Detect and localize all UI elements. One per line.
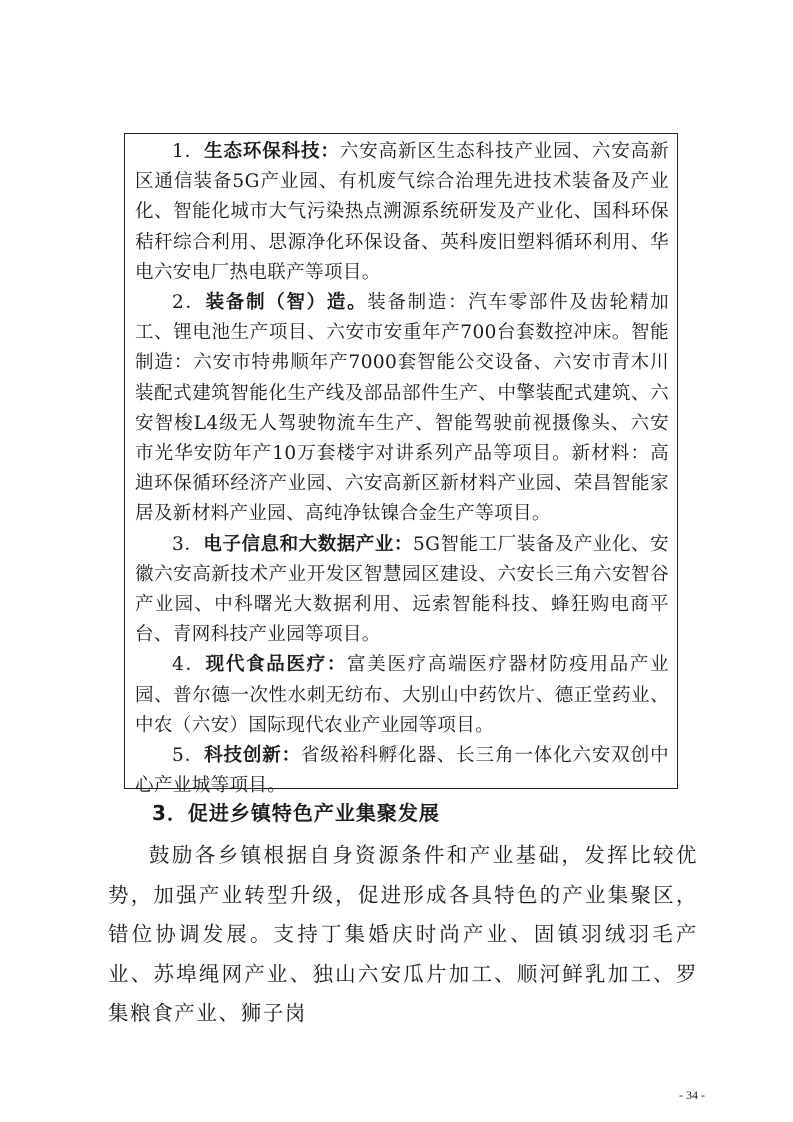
item-text: 富美医疗高端医疗器材防疫用品产业园、普尔德一次性水刺无纺布、大别山中药饮片、德正堂药业、中农（六安）国际现代农业产业园等项目。	[135, 654, 669, 736]
project-box	[124, 133, 678, 797]
item-title: 现代食品医疗：	[205, 654, 348, 676]
item-title: 装备制（智）造。	[205, 292, 368, 314]
project-item-5	[135, 741, 669, 801]
item-title: 电子信息和大数据产业：	[203, 533, 413, 555]
section-heading: 3．促进乡镇特色产业集聚发展	[152, 801, 440, 825]
project-item-1	[135, 137, 669, 288]
item-text: 省级裕科孵化器、长三角一体化六安双创中心产业城等项目。	[135, 745, 669, 797]
item-number: 1．	[172, 141, 205, 162]
item-title: 科技创新：	[204, 745, 302, 767]
body-paragraph: 鼓励各乡镇根据自身资源条件和产业基础，发挥比较优势，加强产业转型升级，促进形成各具特色的产业集聚区，错位协调发展。支持丁集婚庆时尚产业、固镇羽绒羽毛产业、苏埠绳网产业、独山六安瓜片加工、顺河鲜乳加工、罗集粮食产业、狮子岗	[108, 843, 698, 1025]
item-text: 装备制造：汽车零部件及齿轮精加工、锂电池生产项目、六安市安重年产700台套数控冲床。智能制造：六安市特弗顺年产7000套智能公交设备、六安市青木川装配式建筑智能化生产线及部品部件生产、中擎装配式建筑、六安智梭L4级无人驾驶物流车生产、智能驾驶前视摄像头、六安市光华安防年产10万套楼宇对讲系列产品等项目。新材料：高迪环保循环经济产业园、六安高新区新材料产业园、荣昌智能家居及新材料产业园、高纯净钛镍合金生产等项目。	[135, 292, 669, 525]
page-number: - 34 -	[679, 1088, 705, 1102]
item-number: 5．	[172, 745, 205, 767]
item-number: 4．	[172, 654, 206, 676]
item-title: 生态环保科技：	[204, 141, 340, 162]
project-item-2	[135, 288, 669, 530]
project-item-4	[135, 650, 669, 741]
item-text: 六安高新区生态科技产业园、六安高新区通信装备5G产业园、有机废气综合治理先进技术装备及产业化、智能化城市大气污染热点溯源系统研发及产业化、国科环保秸秆综合利用、思源净化环保设备、英科废旧塑料循环利用、华电六安电厂热电联产等项目。	[135, 141, 669, 283]
item-number: 3．	[172, 533, 204, 555]
project-item-3	[135, 530, 669, 651]
item-text: 5G智能工厂装备及产业化、安徽六安高新技术产业开发区智慧园区建设、六安长三角六安智谷产业园、中科曙光大数据利用、远索智能科技、蜂狂购电商平台、青网科技产业园等项目。	[135, 533, 670, 646]
item-number: 2．	[172, 292, 206, 314]
